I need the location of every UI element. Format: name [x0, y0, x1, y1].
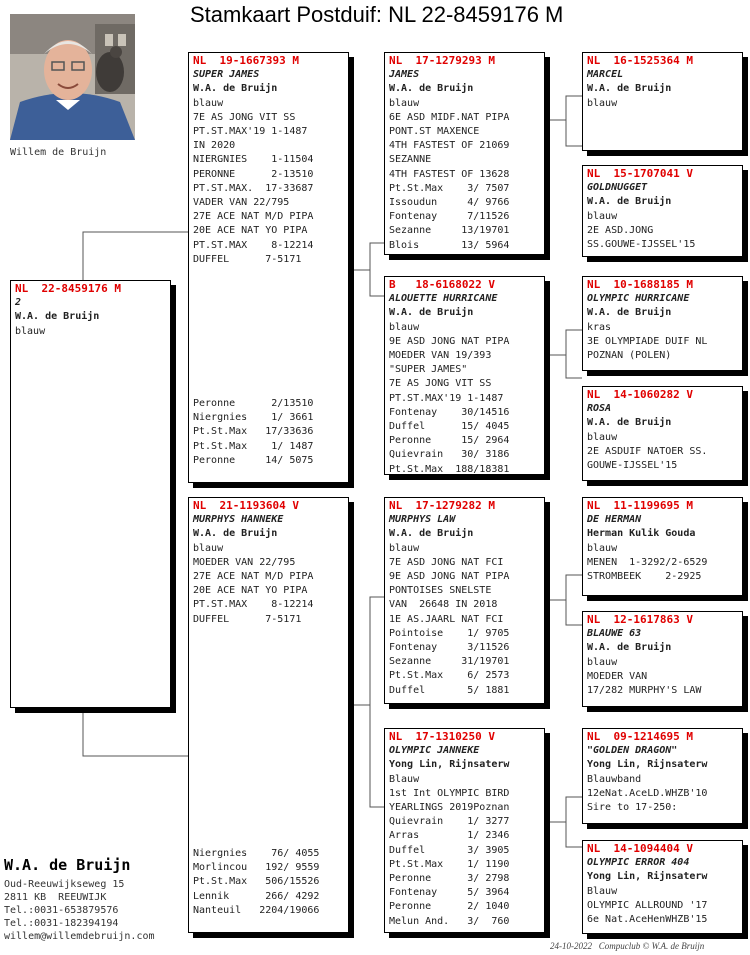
- footer-credit: 24-10-2022 Compuclub © W.A. de Bruijn: [550, 941, 705, 951]
- breeder-email[interactable]: willem@willemdebruijn.com: [4, 931, 155, 942]
- card-line: blauw: [587, 97, 618, 109]
- card-line: blauw: [587, 431, 618, 443]
- breeder-name: W.A. de Bruijn: [193, 83, 278, 95]
- breeder-name: Yong Lin, Rijnsaterw: [587, 871, 708, 883]
- card-line: Pointoise 1/ 9705: [389, 627, 510, 639]
- card-line: 7E AS JONG VIT SS: [389, 378, 492, 390]
- card-line: 2E ASDUIF NATOER SS.: [587, 445, 708, 457]
- card-line: SEZANNE: [389, 154, 432, 166]
- breeder-contact-name: W.A. de Bruijn: [4, 856, 131, 874]
- pedigree-card-father[interactable]: [188, 52, 349, 483]
- card-line: 9E ASD JONG NAT PIPA: [389, 335, 510, 347]
- card-line: Peronne 3/ 2798: [389, 873, 510, 885]
- result-line: Niergnies 76/ 4055: [193, 847, 320, 859]
- card-line: 2E ASD.JONG: [587, 224, 654, 236]
- ring-number: NL 10-1688185 M: [587, 278, 693, 291]
- card-line: blauw: [15, 325, 46, 337]
- pigeon-name: OLYMPIC HURRICANE: [587, 293, 690, 305]
- pigeon-name: DE HERMAN: [587, 514, 642, 526]
- breeder-name: Herman Kulik Gouda: [587, 528, 696, 540]
- ring-number: NL 11-1199695 M: [587, 499, 693, 512]
- pigeon-name: OLYMPIC JANNEKE: [389, 745, 480, 757]
- card-line: 1E AS.JAARL NAT FCI: [389, 613, 504, 625]
- pigeon-name: ALOUETTE HURRICANE: [389, 293, 498, 305]
- card-line: PERONNE 2-13510: [193, 168, 314, 180]
- breeder-name: W.A. de Bruijn: [193, 528, 278, 540]
- card-line: kras: [587, 321, 612, 333]
- ring-number: B 18-6168022 V: [389, 278, 495, 291]
- pedigree-card-ff-father[interactable]: [582, 52, 743, 151]
- result-line: Pt.St.Max 506/15526: [193, 876, 320, 888]
- card-line: Duffel 15/ 4045: [389, 421, 510, 433]
- card-line: blauw: [389, 97, 420, 109]
- card-line: Fontenay 7/11526: [389, 211, 510, 223]
- card-line: PONT.ST MAXENCE: [389, 126, 480, 138]
- pedigree-card-fm-father[interactable]: [582, 276, 743, 371]
- photo-caption: Willem de Bruijn: [10, 147, 107, 158]
- card-line: Blauw: [389, 773, 420, 785]
- card-line: PT.ST.MAX 8-12214: [193, 599, 314, 611]
- card-line: 4TH FASTEST OF 13628: [389, 168, 510, 180]
- card-line: OLYMPIC ALLROUND '17: [587, 899, 708, 911]
- breeder-postal: 2811 KB REEUWIJK: [4, 892, 107, 903]
- pedigree-card-mm-mother[interactable]: [582, 840, 743, 934]
- ring-number: NL 16-1525364 M: [587, 54, 693, 67]
- ring-number: NL 15-1707041 V: [587, 167, 693, 180]
- ring-number: NL 21-1193604 V: [193, 499, 299, 512]
- card-line: POZNAN (POLEN): [587, 350, 672, 362]
- pedigree-card-fm-mother[interactable]: [582, 386, 743, 481]
- pedigree-card-mother-mother[interactable]: [384, 728, 545, 933]
- breeder-name: W.A. de Bruijn: [389, 307, 474, 319]
- breeder-phone: Tel.:0031-653879576: [4, 905, 119, 916]
- result-line: Pt.St.Max 17/33636: [193, 426, 314, 438]
- card-line: 4TH FASTEST OF 21069: [389, 140, 510, 152]
- ring-number: NL 17-1310250 V: [389, 730, 495, 743]
- breeder-name: W.A. de Bruijn: [587, 642, 672, 654]
- pedigree-card-mm-father[interactable]: [582, 728, 743, 824]
- card-line: Fontenay 30/14516: [389, 406, 510, 418]
- pedigree-card-mf-mother[interactable]: [582, 611, 743, 707]
- pigeon-name: 2: [15, 297, 22, 309]
- pigeon-name: SUPER JAMES: [193, 69, 260, 81]
- card-line: Peronne 15/ 2964: [389, 435, 510, 447]
- card-line: PONTOISES SNELSTE: [389, 585, 492, 597]
- card-line: Pt.St.Max 188/18381: [389, 463, 510, 475]
- card-line: Duffel 3/ 3905: [389, 844, 510, 856]
- ring-number: NL 14-1060282 V: [587, 388, 693, 401]
- card-line: blauw: [587, 210, 618, 222]
- result-line: Morlincou 192/ 9559: [193, 862, 320, 874]
- card-line: Sezanne 31/19701: [389, 656, 510, 668]
- card-line: NIERGNIES 1-11504: [193, 154, 314, 166]
- result-line: Niergnies 1/ 3661: [193, 412, 314, 424]
- card-line: SS.GOUWE-IJSSEL'15: [587, 239, 696, 251]
- pedigree-card-mf-father[interactable]: [582, 497, 743, 596]
- card-line: Blauw: [587, 885, 618, 897]
- card-line: Blauwband: [587, 773, 642, 785]
- card-line: 1st Int OLYMPIC BIRD: [389, 787, 510, 799]
- card-line: blauw: [587, 542, 618, 554]
- card-line: "SUPER JAMES": [389, 364, 468, 376]
- card-line: VADER VAN 22/795: [193, 197, 290, 209]
- ring-number: NL 09-1214695 M: [587, 730, 693, 743]
- card-line: MENEN 1-3292/2-6529: [587, 556, 708, 568]
- pedigree-card-ff-mother[interactable]: [582, 165, 743, 257]
- card-line: Duffel 5/ 1881: [389, 684, 510, 696]
- card-line: Sezanne 13/19701: [389, 225, 510, 237]
- card-line: Fontenay 3/11526: [389, 642, 510, 654]
- card-line: 9E ASD JONG NAT PIPA: [389, 571, 510, 583]
- pigeon-name: MARCEL: [587, 69, 624, 81]
- card-line: PT.ST.MAX'19 1-1487: [193, 126, 308, 138]
- card-line: IN 2020: [193, 140, 236, 152]
- page-title: Stamkaart Postduif: NL 22-8459176 M: [190, 2, 564, 27]
- card-line: 12eNat.AceLD.WHZB'10: [587, 787, 708, 799]
- card-line: Blois 13/ 5964: [389, 239, 510, 251]
- ring-number: NL 22-8459176 M: [15, 282, 121, 295]
- pigeon-name: ROSA: [587, 403, 612, 415]
- card-line: 27E ACE NAT M/D PIPA: [193, 211, 314, 223]
- card-line: PT.ST.MAX 8-12214: [193, 239, 314, 251]
- pigeon-name: JAMES: [389, 69, 420, 81]
- card-line: blauw: [389, 542, 420, 554]
- card-line: DUFFEL 7-5171: [193, 613, 302, 625]
- card-line: 6e Nat.AceHenWHZB'15: [587, 914, 708, 926]
- card-line: Pt.St.Max 1/ 1190: [389, 858, 510, 870]
- result-line: Peronne 14/ 5075: [193, 454, 314, 466]
- card-line: MOEDER VAN 22/795: [193, 556, 296, 568]
- card-line: 20E ACE NAT YO PIPA: [193, 585, 308, 597]
- pigeon-name: MURPHYS HANNEKE: [193, 514, 284, 526]
- pigeon-name: GOLDNUGGET: [587, 182, 648, 194]
- card-line: Fontenay 5/ 3964: [389, 887, 510, 899]
- breeder-name: W.A. de Bruijn: [15, 311, 100, 323]
- breeder-name: W.A. de Bruijn: [389, 528, 474, 540]
- breeder-name: W.A. de Bruijn: [587, 307, 672, 319]
- pedigree-card-mother-father[interactable]: [384, 497, 545, 704]
- card-line: Pt.St.Max 6/ 2573: [389, 670, 510, 682]
- card-line: blauw: [587, 656, 618, 668]
- card-line: PT.ST.MAX. 17-33687: [193, 182, 314, 194]
- pigeon-name: MURPHYS LAW: [389, 514, 456, 526]
- card-line: Pt.St.Max 3/ 7507: [389, 182, 510, 194]
- breeder-name: W.A. de Bruijn: [587, 417, 672, 429]
- breeder-name: W.A. de Bruijn: [587, 83, 672, 95]
- breeder-name: W.A. de Bruijn: [389, 83, 474, 95]
- breeder-contact-block: [4, 856, 155, 943]
- pigeon-name: OLYMPIC ERROR 404: [587, 857, 690, 869]
- card-line: Quievrain 30/ 3186: [389, 449, 510, 461]
- result-line: Nanteuil 2204/19066: [193, 904, 320, 916]
- result-line: Pt.St.Max 1/ 1487: [193, 440, 314, 452]
- card-line: GOUWE-IJSSEL'15: [587, 460, 678, 472]
- breeder-name: Yong Lin, Rijnsaterw: [389, 759, 510, 771]
- card-line: Peronne 2/ 1040: [389, 901, 510, 913]
- pigeon-name: "GOLDEN DRAGON": [587, 745, 678, 757]
- pedigree-card-mother[interactable]: [188, 497, 349, 933]
- ring-number: NL 12-1617863 V: [587, 613, 693, 626]
- card-line: 20E ACE NAT YO PIPA: [193, 225, 308, 237]
- card-line: YEARLINGS 2019Poznan: [389, 802, 510, 814]
- card-line: DUFFEL 7-5171: [193, 253, 302, 265]
- result-line: Lennik 266/ 4292: [193, 890, 320, 902]
- card-line: VAN 26648 IN 2018: [389, 599, 498, 611]
- card-line: Arras 1/ 2346: [389, 830, 510, 842]
- ring-number: NL 14-1094404 V: [587, 842, 693, 855]
- card-line: blauw: [193, 542, 224, 554]
- result-line: Peronne 2/13510: [193, 397, 314, 409]
- ring-number: NL 17-1279282 M: [389, 499, 495, 512]
- card-line: STROMBEEK 2-2925: [587, 571, 702, 583]
- card-line: blauw: [389, 321, 420, 333]
- breeder-address: Oud-Reeuwijkseweg 15: [4, 879, 125, 890]
- card-line: MOEDER VAN 19/393: [389, 350, 492, 362]
- card-line: blauw: [193, 97, 224, 109]
- ring-number: NL 17-1279293 M: [389, 54, 495, 67]
- card-line: 17/282 MURPHY'S LAW: [587, 685, 702, 697]
- card-line: Melun And. 3/ 760: [389, 915, 510, 927]
- card-line: 7E AS JONG VIT SS: [193, 111, 296, 123]
- card-line: Sire to 17-250:: [587, 802, 678, 814]
- pedigree-card-subject[interactable]: [10, 280, 171, 708]
- card-line: MOEDER VAN: [587, 670, 648, 682]
- results-list: [193, 847, 319, 918]
- ring-number: NL 19-1667393 M: [193, 54, 299, 67]
- pigeon-name: BLAUWE 63: [587, 628, 642, 640]
- breeder-name: W.A. de Bruijn: [587, 196, 672, 208]
- breeder-phone: Tel.:0031-182394194: [4, 918, 119, 929]
- pedigree-card-father-father[interactable]: [384, 52, 545, 255]
- card-line: 27E ACE NAT M/D PIPA: [193, 571, 314, 583]
- card-line: 6E ASD MIDF.NAT PIPA: [389, 111, 510, 123]
- card-line: Quievrain 1/ 3277: [389, 816, 510, 828]
- card-line: 3E OLYMPIADE DUIF NL: [587, 335, 708, 347]
- card-line: Issoudun 4/ 9766: [389, 197, 510, 209]
- card-line: 7E ASD JONG NAT FCI: [389, 556, 504, 568]
- pedigree-card-father-mother[interactable]: [384, 276, 545, 475]
- results-list: [193, 397, 313, 468]
- card-line: PT.ST.MAX'19 1-1487: [389, 392, 504, 404]
- breeder-name: Yong Lin, Rijnsaterw: [587, 759, 708, 771]
